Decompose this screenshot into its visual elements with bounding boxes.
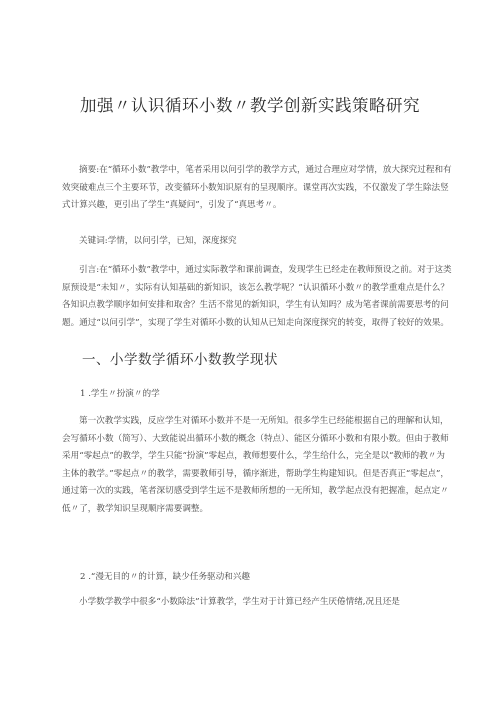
section-heading: 一、小学数学循环小数教学现状 <box>82 352 278 368</box>
subsection-2-paragraph: 小学数学教学中很多“小数除法”计算教学，学生对于计算已经产生厌倦情绪,况且还是 <box>79 597 400 607</box>
intro-paragraph <box>62 262 452 332</box>
intro-label: 引言: <box>79 265 100 275</box>
abstract-paragraph <box>62 162 452 215</box>
keywords-label: 关键词: <box>79 236 108 246</box>
keywords-paragraph <box>62 233 452 251</box>
subsection-1-paragraph: 第一次教学实践，反应学生对循环小数并不是一无所知。很多学生已经能根据自己的理解和认知，会写循环小数（简写）、大致能说出循环小数的概念（特点）、能区分循环小数和有限小数。但由于教师采用“零起点”的教学，学生只能“扮演”零起点，教师想要什么，学生给什么，完全是以“教师的教〃为主体的教学。”零起点〃的教学，需要教师引导，循序渐进，帮助学生构建知识。但是否真正“零起点”，通过第一次的实践，笔者深切感受到学生远不是教师所想的一无所知，教学起点没有把握准，起点定〃低〃了，教学知识呈现顺序需要调整。 <box>62 416 450 514</box>
subsection-heading-1: 1 .学生〃扮演〃的学 <box>80 389 160 399</box>
intro-text: 在“循环小数”教学中，通过实际教学和课前调查，发现学生已经走在教师预设之前。对于这类原预设是“未知〃，实际有认知基础的新知识，该怎么教学呢？”认识循环小数〃的教学重难点是什么？各知识点教学顺序如何安排和取舍？生活不常见的新知识，学生有认知吗？成为笔者课前需要思考的问题。通过“以问引学”，实现了学生对循环小数的认知从已知走向深度探究的转变，取得了较好的效果。 <box>62 265 452 328</box>
abstract-text: 在“循环小数”教学中，笔者采用以问引学的教学方式，通过合理应对学情，放大探究过程和有效突破难点三个主要环节，改变循环小数知识原有的呈现顺序。课堂再次实践，不仅激发了学生除法竖式计算兴趣，更引出了学生“真疑问”，引发了“真思考〃。 <box>62 165 452 211</box>
document-title: 加强〃认识循环小数〃教学创新实践策略研究 <box>80 96 420 115</box>
abstract-label: 摘要: <box>79 165 100 175</box>
keywords-text: 学情，以问引学，已知，深度探究 <box>107 236 237 246</box>
subsection-heading-2: 2 .“漫无目的〃的计算，缺少任务驱动和兴趣 <box>80 572 251 582</box>
